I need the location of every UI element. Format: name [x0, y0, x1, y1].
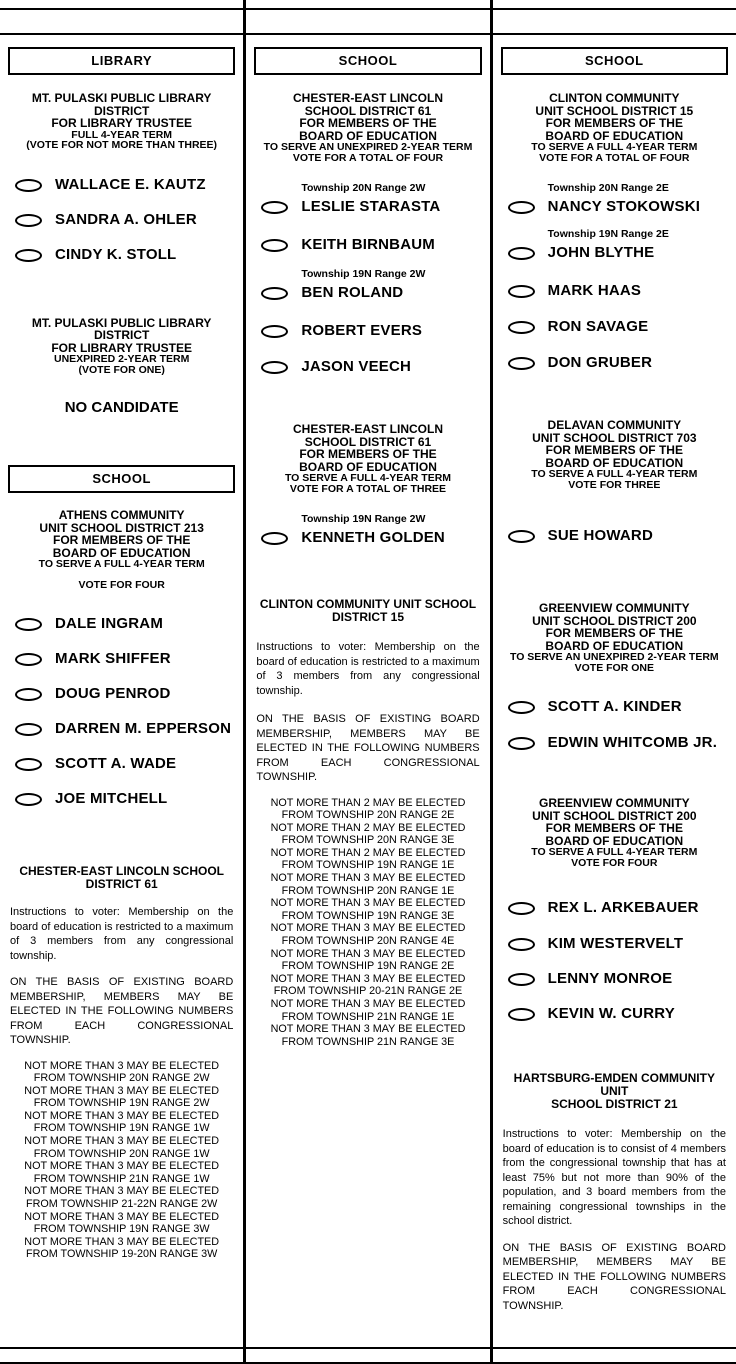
ballot-column-middle — [243, 0, 489, 1364]
contest-header-line: UNIT SCHOOL DISTRICT 15 — [535, 103, 694, 118]
township-limit-line: FROM TOWNSHIP 19N RANGE 2E — [281, 960, 455, 973]
candidate-row — [246, 269, 489, 303]
vote-oval[interactable] — [261, 201, 288, 214]
vote-oval[interactable] — [508, 321, 535, 334]
contest-header-line: BOARD OF EDUCATION — [545, 455, 684, 470]
candidate-choice — [493, 197, 736, 217]
instructions-paragraph: ON THE BASIS OF EXISTING BOARD MEMBERSHIP, MEMBERS MAY BE ELECTED IN THE FOLLOWING NUMBERS FROM EACH CONGRESSIONAL TOWNSHIP. — [10, 976, 234, 1046]
candidate-name: SCOTT A. KINDER — [547, 698, 682, 715]
township-label: Township 20N Range 2W — [301, 182, 426, 194]
candidate-name: LENNY MONROE — [547, 970, 673, 987]
candidate-choice — [0, 719, 243, 739]
contest-header — [0, 509, 243, 590]
township-limit-line: NOT MORE THAN 2 MAY BE ELECTED — [270, 821, 466, 834]
candidate-choice — [493, 934, 736, 954]
candidate-name: NANCY STOKOWSKI — [547, 198, 701, 215]
vote-oval[interactable] — [508, 201, 535, 214]
township-limit-line: FROM TOWNSHIP 20N RANGE 2W — [33, 1072, 210, 1085]
candidate-row — [493, 1004, 736, 1024]
township-limit-line: NOT MORE THAN 3 MAY BE ELECTED — [270, 998, 466, 1010]
township-label: Township 20N Range 2E — [547, 182, 669, 194]
vote-oval[interactable] — [508, 1008, 535, 1021]
candidate-choice — [246, 528, 489, 548]
contest-header-line: BOARD OF EDUCATION — [545, 638, 684, 653]
district-note-title-line: DISTRICT 15 — [331, 610, 404, 624]
section-header-library — [8, 47, 235, 75]
candidate-row — [493, 733, 736, 753]
candidate-choice — [493, 353, 736, 373]
contest-header-line: VOTE FOR ONE — [574, 661, 654, 674]
instructions-paragraph: Instructions to voter: Membership on the board of education is to consist of 4 members from the congressional township that has at least 75% but not more than 90% of the population, and 3 board members from the remaining congressional townships in the school district. — [502, 1128, 726, 1227]
township-limit-line: NOT MORE THAN 3 MAY BE ELECTED — [24, 1109, 220, 1122]
vote-oval[interactable] — [508, 285, 535, 298]
candidate-row — [0, 754, 243, 774]
contest-header — [493, 92, 736, 163]
candidate-choice — [246, 197, 489, 217]
candidate-name: WALLACE E. KAUTZ — [55, 175, 206, 193]
candidate-row — [0, 684, 243, 704]
township-limit-line: FROM TOWNSHIP 19N RANGE 1E — [281, 859, 455, 872]
section-header-label: SCHOOL — [338, 53, 398, 68]
township-limit-line: FROM TOWNSHIP 19N RANGE 2W — [33, 1097, 210, 1110]
candidate-choice — [0, 684, 243, 704]
contest-header-line: UNIT SCHOOL DISTRICT 200 — [532, 613, 697, 628]
candidate-row — [246, 235, 489, 255]
candidate-row — [493, 317, 736, 337]
contest-header-line: BOARD OF EDUCATION — [545, 128, 684, 143]
candidate-name: CINDY K. STOLL — [55, 245, 177, 263]
candidate-row — [0, 175, 243, 195]
district-note-title-line: DISTRICT 61 — [85, 877, 158, 891]
contest-header-line: VOTE FOR A TOTAL OF FOUR — [539, 151, 690, 164]
contest-header-line: FOR MEMBERS OF THE — [299, 447, 437, 461]
vote-oval[interactable] — [15, 249, 42, 262]
candidate-choice — [246, 283, 489, 303]
township-limit-line: NOT MORE THAN 3 MAY BE ELECTED — [24, 1210, 220, 1223]
township-limit-line: NOT MORE THAN 3 MAY BE ELECTED — [270, 1023, 466, 1036]
contest-header-line: VOTE FOR FOUR — [571, 856, 658, 869]
vote-oval[interactable] — [15, 688, 42, 701]
candidate-choice — [493, 317, 736, 337]
timing-mark-strip — [493, 8, 736, 35]
candidate-choice — [0, 210, 243, 230]
candidate-name: DOUG PENROD — [55, 685, 171, 702]
candidate-choice — [493, 969, 736, 989]
district-note-title — [493, 1072, 736, 1111]
contest-header-line: VOTE FOR A TOTAL OF THREE — [289, 482, 447, 495]
candidate-choice — [0, 754, 243, 774]
candidate-name: SCOTT A. WADE — [55, 755, 177, 772]
candidate-row — [0, 649, 243, 669]
candidate-row — [493, 898, 736, 918]
candidate-choice — [493, 526, 736, 546]
contest-header-line: VOTE FOR A TOTAL OF FOUR — [292, 151, 444, 164]
contest-header-line: FOR LIBRARY TRUSTEE — [51, 116, 192, 130]
contest-header-line: UNIT SCHOOL DISTRICT 703 — [532, 430, 697, 445]
township-limit-line: NOT MORE THAN 3 MAY BE ELECTED — [24, 1160, 220, 1173]
vote-oval[interactable] — [508, 357, 535, 370]
township-label: Township 19N Range 2W — [301, 513, 426, 525]
section-header-label: LIBRARY — [91, 53, 153, 68]
candidate-choice — [493, 697, 736, 717]
vote-oval[interactable] — [508, 938, 535, 951]
vote-oval[interactable] — [15, 179, 42, 192]
candidate-name: LESLIE STARASTA — [301, 198, 441, 215]
vote-oval[interactable] — [15, 793, 42, 806]
candidate-row — [246, 357, 489, 377]
candidate-row — [0, 614, 243, 634]
township-limit-line: FROM TOWNSHIP 20N RANGE 1E — [281, 884, 455, 897]
township-limit-line: NOT MORE THAN 2 MAY BE ELECTED — [270, 796, 466, 809]
contest-header-line: UNIT SCHOOL DISTRICT 213 — [39, 520, 204, 535]
vote-oval[interactable] — [15, 723, 42, 736]
contest-header-line: UNEXPIRED 2-YEAR TERM — [53, 353, 190, 365]
candidate-name: JASON VEECH — [301, 358, 412, 375]
vote-oval[interactable] — [508, 530, 535, 543]
contest-header-line: VOTE FOR FOUR — [78, 578, 165, 591]
candidate-row — [0, 719, 243, 739]
candidate-name: JOHN BLYTHE — [547, 244, 655, 261]
contest-header-line: (VOTE FOR ONE) — [78, 363, 165, 376]
contest-header-line: TO SERVE A FULL 4-YEAR TERM — [38, 558, 205, 570]
township-limit-line: NOT MORE THAN 3 MAY BE ELECTED — [270, 872, 466, 885]
township-limit-line: NOT MORE THAN 3 MAY BE ELECTED — [24, 1135, 220, 1148]
contest-header-line: FOR MEMBERS OF THE — [545, 116, 683, 130]
no-candidate-text: NO CANDIDATE — [64, 399, 179, 416]
contest-header-line: SCHOOL DISTRICT 61 — [304, 103, 432, 118]
candidate-name: SUE HOWARD — [547, 527, 653, 544]
contest-header — [0, 317, 243, 376]
township-limit-line: FROM TOWNSHIP 20N RANGE 1W — [33, 1147, 210, 1160]
candidate-choice — [493, 733, 736, 753]
vote-oval[interactable] — [15, 758, 42, 771]
contest-header — [493, 797, 736, 868]
candidate-row — [493, 934, 736, 954]
contest-header-line: UNIT SCHOOL DISTRICT 200 — [532, 808, 697, 823]
contest-header — [246, 423, 489, 494]
ballot-column-left — [0, 0, 243, 1364]
contest-header-line: CHESTER-EAST LINCOLN — [292, 91, 443, 105]
bottom-rule — [493, 1347, 736, 1349]
township-limit-line: FROM TOWNSHIP 19N RANGE 1W — [33, 1122, 210, 1135]
candidate-name: DARREN M. EPPERSON — [55, 720, 232, 737]
township-limit-line: FROM TOWNSHIP 21N RANGE 1E — [281, 1010, 455, 1023]
contest-header-line: TO SERVE A FULL 4-YEAR TERM — [531, 141, 698, 153]
instructions-paragraph: Instructions to voter: Membership on the board of education is restricted to a maximum of 3 members from any congressional township. — [10, 906, 234, 962]
candidate-row — [493, 183, 736, 217]
candidate-row — [246, 321, 489, 341]
contest-header-line: FOR MEMBERS OF THE — [545, 821, 683, 835]
candidate-choice — [0, 175, 243, 195]
township-limit-line: NOT MORE THAN 2 MAY BE ELECTED — [270, 846, 466, 859]
section-header-school — [501, 47, 728, 75]
instructions-paragraph: ON THE BASIS OF EXISTING BOARD MEMBERSHIP, MEMBERS MAY BE ELECTED IN THE FOLLOWING NUMBERS FROM EACH CONGRESSIONAL TOWNSHIP. — [256, 713, 480, 783]
candidate-choice — [493, 243, 736, 263]
contest-header-line: FULL 4-YEAR TERM — [71, 128, 173, 141]
contest-header — [246, 92, 489, 163]
township-limit-line: NOT MORE THAN 3 MAY BE ELECTED — [24, 1084, 220, 1097]
candidate-row — [0, 789, 243, 809]
contest-header-line: FOR LIBRARY TRUSTEE — [51, 340, 192, 355]
candidate-row — [493, 353, 736, 373]
candidate-row — [493, 697, 736, 717]
vote-oval[interactable] — [15, 653, 42, 666]
township-limit-line: FROM TOWNSHIP 20N RANGE 2E — [281, 809, 455, 822]
section-header-school — [254, 47, 481, 75]
township-label: Township 19N Range 2W — [301, 268, 426, 280]
contest-header-line: FOR MEMBERS OF THE — [299, 116, 437, 130]
candidate-row — [493, 526, 736, 546]
candidate-name: EDWIN WHITCOMB JR. — [547, 734, 718, 751]
bottom-rule — [0, 1347, 243, 1349]
district-note-title-line: CHESTER-EAST LINCOLN SCHOOL — [19, 864, 224, 878]
candidate-row — [493, 229, 736, 263]
contest-header-line: BOARD OF EDUCATION — [52, 545, 191, 560]
vote-oval[interactable] — [15, 618, 42, 631]
candidate-name: ROBERT EVERS — [301, 322, 423, 339]
candidate-choice — [0, 245, 243, 265]
vote-oval[interactable] — [508, 737, 535, 750]
contest-header — [0, 92, 243, 151]
contest-header-line: (VOTE FOR NOT MORE THAN THREE) — [26, 139, 218, 151]
contest-header-line: SCHOOL DISTRICT 61 — [304, 434, 432, 449]
township-limit-line: FROM TOWNSHIP 21N RANGE 1W — [33, 1172, 210, 1185]
candidate-name: BEN ROLAND — [301, 284, 404, 301]
candidate-choice — [0, 649, 243, 669]
timing-mark-strip — [246, 8, 489, 35]
township-limit-line: FROM TOWNSHIP 19N RANGE 3E — [281, 909, 455, 922]
section-header-label: SCHOOL — [92, 471, 151, 486]
candidate-choice — [246, 321, 489, 341]
candidate-row — [246, 183, 489, 217]
township-limit-list — [0, 1060, 243, 1262]
candidate-choice — [493, 1004, 736, 1024]
contest-header-line: MT. PULASKI PUBLIC LIBRARY DISTRICT — [31, 315, 212, 342]
contest-header-line: VOTE FOR THREE — [568, 478, 661, 491]
contest-header-line: DELAVAN COMMUNITY — [547, 418, 682, 432]
contest-header-line: GREENVIEW COMMUNITY — [538, 796, 690, 810]
vote-oval[interactable] — [261, 239, 288, 252]
district-note-title — [0, 865, 243, 891]
candidate-name: DALE INGRAM — [55, 615, 164, 632]
township-limit-line: FROM TOWNSHIP 21N RANGE 3E — [281, 1035, 455, 1048]
township-limit-line: NOT MORE THAN 3 MAY BE ELECTED — [24, 1059, 220, 1072]
contest-header-line: TO SERVE AN UNEXPIRED 2-YEAR TERM — [263, 141, 473, 153]
township-limit-line: NOT MORE THAN 3 MAY BE ELECTED — [270, 897, 466, 910]
candidate-name: MARK SHIFFER — [55, 650, 171, 667]
candidate-row — [493, 969, 736, 989]
contest-header — [493, 419, 736, 490]
district-note-title-line: HARTSBURG-EMDEN COMMUNITY UNIT — [513, 1071, 715, 1098]
contest-header-line: TO SERVE AN UNEXPIRED 2-YEAR TERM — [509, 651, 719, 663]
township-label: Township 19N Range 2E — [547, 228, 669, 240]
township-limit-line: NOT MORE THAN 3 MAY BE ELECTED — [270, 922, 466, 935]
candidate-name: KIM WESTERVELT — [547, 935, 684, 952]
township-limit-line: FROM TOWNSHIP 20N RANGE 4E — [281, 935, 455, 948]
candidate-row — [246, 514, 489, 548]
township-limit-line: FROM TOWNSHIP 19-20N RANGE 3W — [25, 1248, 218, 1261]
candidate-name: MARK HAAS — [547, 282, 642, 299]
district-note-title-line: CLINTON COMMUNITY UNIT SCHOOL — [259, 597, 477, 611]
bottom-rule — [246, 1347, 489, 1349]
contest-header-line: BOARD OF EDUCATION — [545, 833, 684, 848]
candidate-name: KEITH BIRNBAUM — [301, 236, 435, 253]
vote-oval[interactable] — [508, 902, 535, 915]
township-limit-line: NOT MORE THAN 3 MAY BE ELECTED — [24, 1185, 220, 1198]
township-limit-line: FROM TOWNSHIP 19N RANGE 3W — [33, 1223, 210, 1236]
township-limit-line: NOT MORE THAN 3 MAY BE ELECTED — [270, 947, 466, 960]
contest-header-line: GREENVIEW COMMUNITY — [538, 601, 690, 615]
district-note-title-line: SCHOOL DISTRICT 21 — [551, 1097, 678, 1111]
candidate-choice — [493, 281, 736, 301]
candidate-choice — [0, 789, 243, 809]
vote-oval[interactable] — [508, 247, 535, 260]
timing-mark-strip — [0, 8, 243, 35]
candidate-choice — [0, 614, 243, 634]
candidate-row — [493, 281, 736, 301]
contest-header-line: TO SERVE A FULL 4-YEAR TERM — [531, 468, 698, 480]
candidate-name: JOE MITCHELL — [55, 790, 168, 807]
contest-header-line: CLINTON COMMUNITY — [549, 91, 680, 105]
township-limit-line: FROM TOWNSHIP 20N RANGE 3E — [281, 834, 455, 847]
candidate-row — [0, 210, 243, 230]
contest-header-line: TO SERVE A FULL 4-YEAR TERM — [284, 472, 452, 484]
contest-header-line: TO SERVE A FULL 4-YEAR TERM — [531, 846, 698, 858]
section-header-school — [8, 465, 235, 493]
candidate-name: DON GRUBER — [547, 354, 653, 371]
vote-oval[interactable] — [261, 361, 288, 374]
contest-header-line: ATHENS COMMUNITY — [58, 508, 185, 522]
township-limit-line: FROM TOWNSHIP 20-21N RANGE 2E — [273, 985, 463, 998]
vote-oval[interactable] — [261, 532, 288, 545]
ballot-column-right — [490, 0, 736, 1364]
candidate-choice — [246, 357, 489, 377]
contest-header-line: FOR MEMBERS OF THE — [545, 443, 683, 457]
instructions-paragraph: ON THE BASIS OF EXISTING BOARD MEMBERSHIP, MEMBERS MAY BE ELECTED IN THE FOLLOWING NUMBERS FROM EACH CONGRESSIONAL TOWNSHIP. — [502, 1241, 726, 1312]
contest-header-line: FOR MEMBERS OF THE — [545, 626, 683, 640]
candidate-name: KENNETH GOLDEN — [301, 529, 445, 546]
township-limit-line: NOT MORE THAN 3 MAY BE ELECTED — [270, 972, 466, 985]
candidate-row — [0, 245, 243, 265]
contest-header-line: MT. PULASKI PUBLIC LIBRARY DISTRICT — [31, 91, 212, 118]
contest-header-line: FOR MEMBERS OF THE — [52, 533, 191, 547]
candidate-choice — [493, 898, 736, 918]
candidate-name: REX L. ARKEBAUER — [547, 899, 699, 916]
township-limit-line: FROM TOWNSHIP 21-22N RANGE 2W — [25, 1198, 218, 1211]
vote-oval[interactable] — [508, 701, 535, 714]
contest-header — [493, 602, 736, 673]
vote-oval[interactable] — [15, 214, 42, 227]
township-limit-list — [246, 797, 489, 1049]
contest-header-line: BOARD OF EDUCATION — [299, 128, 437, 143]
contest-header-line: BOARD OF EDUCATION — [299, 459, 437, 474]
section-header-label: SCHOOL — [585, 53, 644, 68]
instructions-paragraph: Instructions to voter: Membership on the board of education is restricted to a maximum of 3 members from any congressional township. — [256, 641, 480, 697]
vote-oval[interactable] — [508, 973, 535, 986]
contest-header-line: CHESTER-EAST LINCOLN — [292, 422, 443, 436]
vote-oval[interactable] — [261, 287, 288, 300]
candidate-name: SANDRA A. OHLER — [55, 210, 197, 228]
candidate-name: KEVIN W. CURRY — [547, 1005, 675, 1022]
township-limit-line: NOT MORE THAN 3 MAY BE ELECTED — [24, 1235, 220, 1248]
candidate-choice — [246, 235, 489, 255]
vote-oval[interactable] — [261, 325, 288, 338]
candidate-name: RON SAVAGE — [547, 318, 649, 335]
district-note-title — [246, 598, 489, 624]
